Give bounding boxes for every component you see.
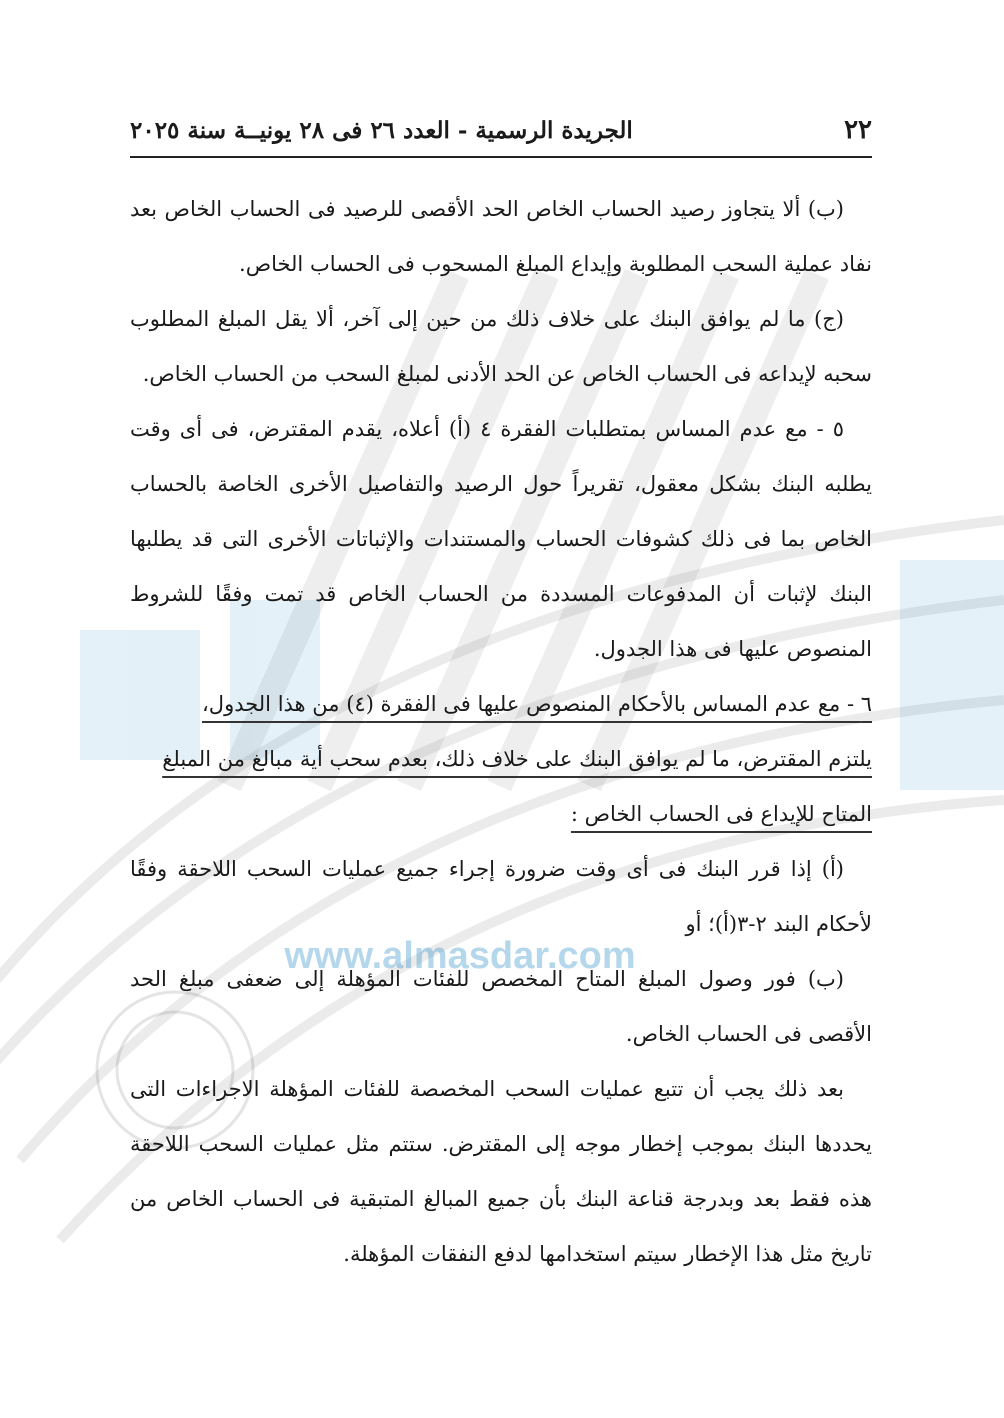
watermark-url: www.almasdar.com (284, 935, 636, 977)
page-header (130, 110, 872, 150)
header-divider (130, 156, 872, 158)
clause-c: (ج) ما لم يوافق البنك على خلاف ذلك من حين إلى آخر، ألا يقل المبلغ المطلوب سحبه لإيداعه فى الحساب الخاص عن الحد الأدنى لمبلغ السحب من الحساب الخاص. (130, 307, 872, 386)
section-5: ٥ - مع عدم المساس بمتطلبات الفقرة ٤ (أ) أعلاه، يقدم المقترض، فى أى وقت يطلبه البنك بشكل معقول، تقريراً حول الرصيد والتفاصيل الأخرى الخاصة بالحساب الخاص بما فى ذلك كشوفات الحساب والمستندات والإثباتات الأخرى التى قد يطلبها البنك لإثبات أن المدفوعات المسددة من الحساب الخاص قد تمت وفقًا للشروط المنصوص عليها فى هذا الجدول. (130, 417, 872, 661)
section-6-line: يلتزم المقترض، ما لم يوافق البنك على خلاف ذلك، بعدم سحب أية مبالغ من المبلغ (162, 747, 872, 771)
section-6-line: ٦ - مع عدم المساس بالأحكام المنصوص عليها فى الفقرة (٤) من هذا الجدول، (202, 692, 872, 716)
closing-paragraph: بعد ذلك يجب أن تتبع عمليات السحب المخصصة للفئات المؤهلة الاجراءات التى يحددها البنك بموجب إخطار موجه إلى المقترض. ستتم مثل عمليات السحب اللاحقة هذه فقط بعد وبدرجة قناعة البنك بأن جميع المبالغ المتبقية فى الحساب الخاص من تاريخ مثل هذا الإخطار سيتم استخدامها لدفع النفقات المؤهلة. (130, 1077, 872, 1266)
section-6-line: المتاح للإيداع فى الحساب الخاص : (570, 802, 872, 826)
clause-b: (ب) ألا يتجاوز رصيد الحساب الخاص الحد الأقصى للرصيد فى الحساب الخاص بعد نفاد عملية السحب المطلوبة وإيداع المبلغ المسحوب فى الحساب الخاص. (130, 197, 872, 276)
gazette-title: الجريدة الرسمية - العدد ٢٦ فى ٢٨ يونيــة سنة ٢٠٢٥ (130, 116, 633, 144)
document-body (130, 182, 872, 1282)
page-number: ٢٢ (844, 115, 872, 145)
watermark-block (900, 560, 1004, 790)
clause-b-second: (ب) فور وصول المبلغ المتاح المخصص للفئات المؤهلة إلى ضعفى مبلغ الحد الأقصى فى الحساب الخاص. (130, 967, 872, 1046)
clause-a: (أ) إذا قرر البنك فى أى وقت ضرورة إجراء جميع عمليات السحب اللاحقة وفقًا لأحكام البند ٢-٣(أ)؛ أو (130, 857, 872, 936)
section-6 (130, 677, 872, 842)
